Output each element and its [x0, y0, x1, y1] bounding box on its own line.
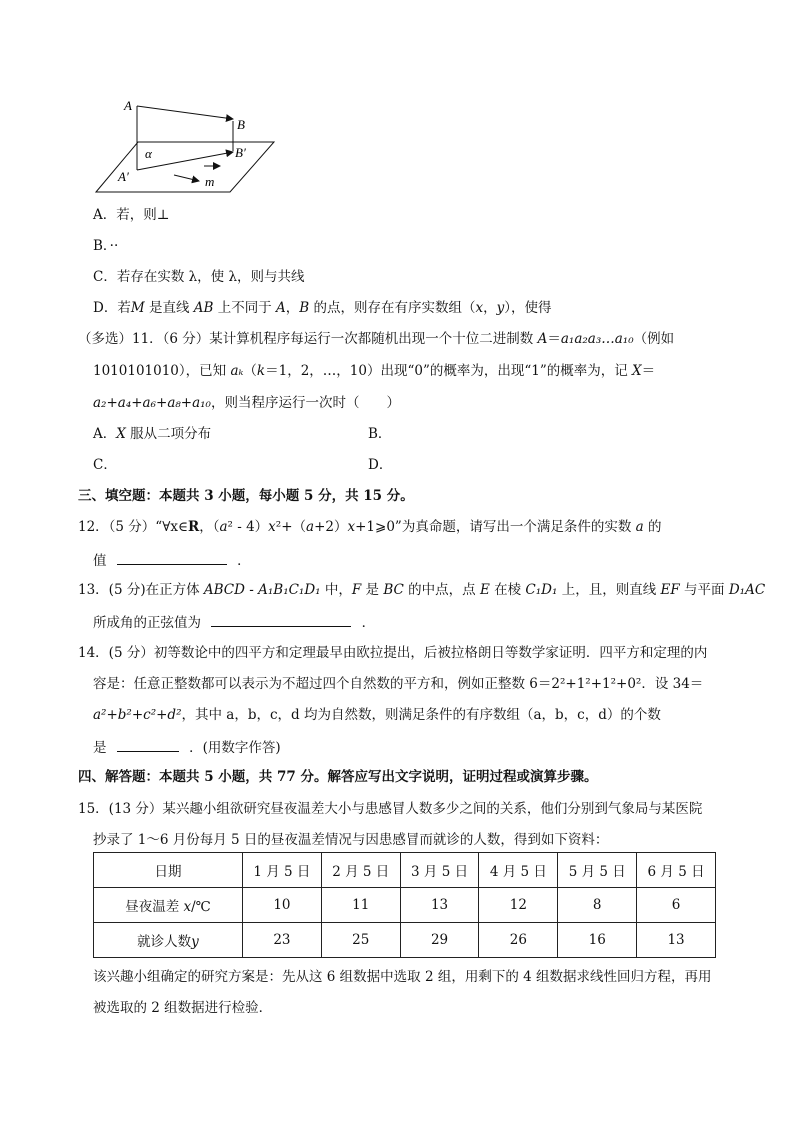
table-cell: 23 — [243, 923, 322, 958]
label-B: B — [237, 117, 245, 132]
table-header-cell: 4 月 5 日 — [479, 853, 558, 888]
q13-line-2: 所成角的正弦值为 ． — [93, 612, 375, 632]
table-header-cell: 日期 — [94, 853, 243, 888]
table-row — [94, 923, 716, 958]
q14-line-3: a²+b²+c²+d²，其中 a，b，c，d 均为自然数，则满足条件的有序数组（a，b，c，d）的个数 — [93, 707, 661, 723]
q15-after-line-1: 该兴趣小组确定的研究方案是：先从这 6 组数据中选取 2 组，用剩下的 4 组数据求线性回归方程，再用 — [93, 969, 712, 985]
table-cell: 26 — [479, 923, 558, 958]
table-cell: 16 — [558, 923, 637, 958]
q10-option-c: C．若存在实数 λ，使 λ，则与共线 — [93, 269, 305, 285]
q15-line-2: 抄录了 1～6 月份每月 5 日的昼夜温差情况与因患感冒而就诊的人数，得到如下资料： — [93, 832, 609, 848]
q10-option-d: D．若M 是直线 AB 上不同于 A，B 的点，则存在有序实数组（x，y），使得 — [93, 300, 552, 316]
q13-answer-blank[interactable] — [211, 612, 351, 627]
plane-alpha — [96, 142, 274, 192]
table-header-cell: 5 月 5 日 — [558, 853, 637, 888]
label-alpha: α — [145, 146, 152, 161]
table-cell: 11 — [321, 888, 400, 923]
table-cell: 12 — [479, 888, 558, 923]
q11-option-c: C． — [93, 457, 117, 473]
table-cell: 25 — [321, 923, 400, 958]
q14-line-2: 容是：任意正整数都可以表示为不超过四个自然数的平方和，例如正整数 6＝2²+1²+1²+0²．设 34＝ — [93, 676, 704, 692]
q12-answer-blank[interactable] — [117, 550, 227, 565]
q10-option-b: B．·· — [93, 238, 119, 254]
table-cell: 13 — [637, 923, 716, 958]
table-cell: 13 — [400, 888, 479, 923]
vector-m — [174, 175, 199, 181]
q14-answer-blank[interactable] — [117, 737, 179, 752]
row-label-patients: 就诊人数y — [94, 923, 243, 958]
q11-line-1: （多选）11．（6 分）某计算机程序每运行一次都随机出现一个十位二进制数 A＝a₁a₂a₃…a₁₀（例如 — [78, 331, 675, 347]
table-header-cell: 2 月 5 日 — [321, 853, 400, 888]
table-cell: 29 — [400, 923, 479, 958]
q13-line-1: 13．(5 分)在正方体 ABCD - A₁B₁C₁D₁ 中，F 是 BC 的中点，点 E 在棱 C₁D₁ 上，且，则直线 EF 与平面 D₁AC — [78, 582, 766, 598]
label-A: A — [124, 98, 132, 113]
section-3-heading: 三、填空题：本题共 3 小题，每小题 5 分，共 15 分。 — [78, 488, 414, 504]
table-cell: 8 — [558, 888, 637, 923]
q14-line-4: 是 ．(用数字作答) — [93, 737, 281, 757]
q14-line-1: 14．(5 分）初等数论中的四平方和定理最早由欧拉提出，后被拉格朗日等数学家证明．四平方和定理的内 — [78, 645, 708, 661]
q11-line-3: a₂+a₄+a₆+a₈+a₁₀，则当程序运行一次时（ ） — [93, 395, 400, 411]
table-cell: 10 — [243, 888, 322, 923]
segment-A-B — [137, 106, 233, 119]
q11-option-b: B． — [368, 426, 392, 442]
geometry-figure — [92, 95, 282, 195]
q11-line-2: 1010101010），已知 aₖ（k＝1，2，…，10）出现“0”的概率为，出现“1”的概率为，记 X＝ — [93, 363, 656, 379]
table-cell: 6 — [637, 888, 716, 923]
q12-line-2: 值 ． — [93, 550, 251, 570]
data-table — [93, 852, 716, 958]
q15-line-1: 15．(13 分）某兴趣小组欲研究昼夜温差大小与患感冒人数多少之间的关系，他们分别到气象局与某医院 — [78, 801, 703, 817]
q12-line-1: 12．（5 分）“∀x∈R，（a² - 4）x²+（a+2）x+1⩾0”为真命题，请写出一个满足条件的实数 a 的 — [78, 519, 662, 535]
label-m: m — [205, 174, 215, 189]
table-row — [94, 888, 716, 923]
q15-after-line-2: 被选取的 2 组数据进行检验． — [93, 1000, 273, 1016]
row-label-temp-diff: 昼夜温差 x/℃ — [94, 888, 243, 923]
table-header-cell: 3 月 5 日 — [400, 853, 479, 888]
q11-option-a: A．X 服从二项分布 — [93, 426, 212, 442]
table-header-cell: 1 月 5 日 — [243, 853, 322, 888]
table-header-row — [94, 853, 716, 888]
section-4-heading: 四、解答题：本题共 5 小题，共 77 分。解答应写出文字说明，证明过程或演算步骤。 — [78, 769, 598, 785]
q10-option-a: A．若，则⊥ — [93, 207, 170, 223]
label-A-prime: A′ — [118, 169, 129, 184]
table-header-cell: 6 月 5 日 — [637, 853, 716, 888]
q11-option-d: D． — [368, 457, 393, 473]
label-B-prime: B′ — [235, 145, 246, 160]
